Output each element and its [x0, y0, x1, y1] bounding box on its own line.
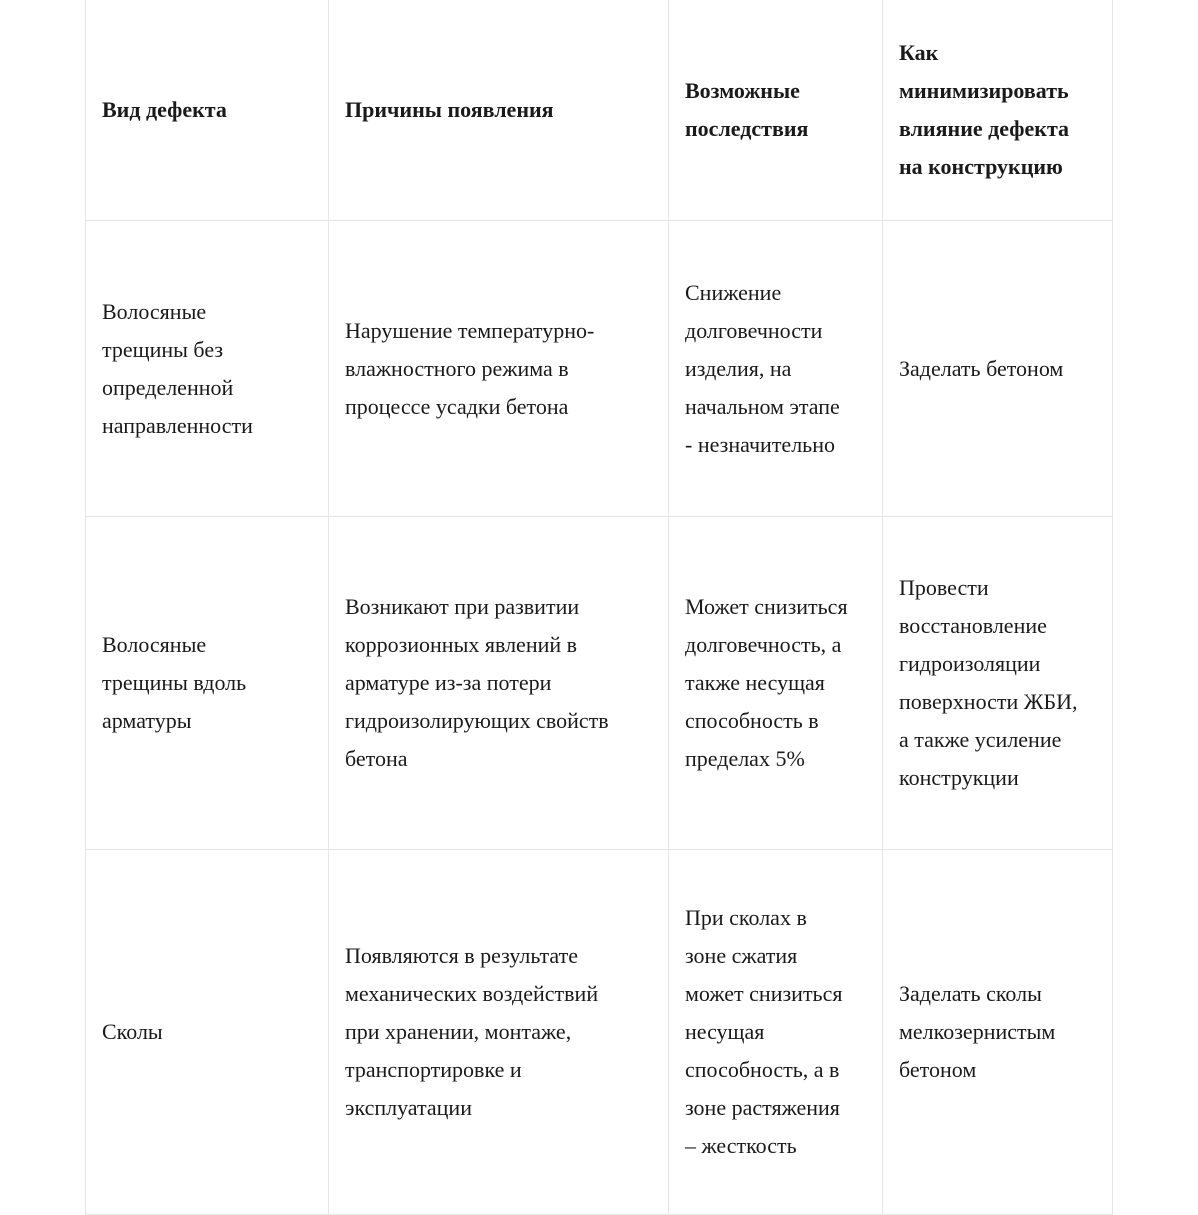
cell-text: Сколы: [102, 1019, 163, 1044]
cell-text: Провести восстановление гидроизоляции поверхности ЖБИ, а также усиление конструкции: [899, 575, 1078, 790]
cell-consequences: [669, 517, 883, 850]
defects-table: [85, 0, 1113, 1215]
cell-consequences: [669, 850, 883, 1215]
cell-text: При сколах в зоне сжатия может снизиться несущая способность, а в зоне растяжения – жесткость: [685, 905, 843, 1158]
header-label: Как минимизировать влияние дефекта на конструкцию: [899, 39, 1070, 179]
cell-text: Снижение долговечности изделия, на начальном этапе - незначительно: [685, 279, 840, 457]
table-header-row: [86, 0, 1113, 221]
cell-text: Может снизиться долговечность, а также несущая способность в пределах 5%: [685, 594, 848, 771]
cell-defect-type: [86, 221, 329, 517]
cell-defect-type: [86, 517, 329, 850]
cell-causes: [329, 850, 669, 1215]
cell-text: Заделать бетоном: [899, 355, 1064, 381]
header-consequences: [669, 0, 883, 221]
cell-text: Нарушение температурно- влажностного режима в процессе усадки бетона: [345, 317, 595, 419]
table-row: [86, 221, 1113, 517]
header-mitigation: [883, 0, 1113, 221]
cell-mitigation: [883, 850, 1113, 1215]
cell-text: Возникают при развитии коррозионных явлений в арматуре из-за потери гидроизолирующих свойств бетона: [345, 594, 609, 771]
table-row: [86, 517, 1113, 850]
cell-text: Заделать сколы мелкозернистым бетоном: [899, 981, 1056, 1082]
cell-defect-type: [86, 850, 329, 1215]
cell-text: Волосяные трещины вдоль арматуры: [102, 632, 247, 733]
table-row: [86, 850, 1113, 1215]
header-label: Причины появления: [345, 96, 554, 122]
header-causes: [329, 0, 669, 221]
header-defect-type: [86, 0, 329, 221]
cell-consequences: [669, 221, 883, 517]
cell-text: Появляются в результате механических воздействий при хранении, монтаже, транспортировке и эксплуатации: [345, 943, 599, 1120]
header-label: Возможные последствия: [685, 77, 809, 141]
cell-mitigation: [883, 517, 1113, 850]
cell-causes: [329, 517, 669, 850]
header-label: Вид дефекта: [102, 96, 227, 122]
cell-mitigation: [883, 221, 1113, 517]
cell-causes: [329, 221, 669, 517]
cell-text: Волосяные трещины без определенной направленности: [102, 298, 253, 438]
